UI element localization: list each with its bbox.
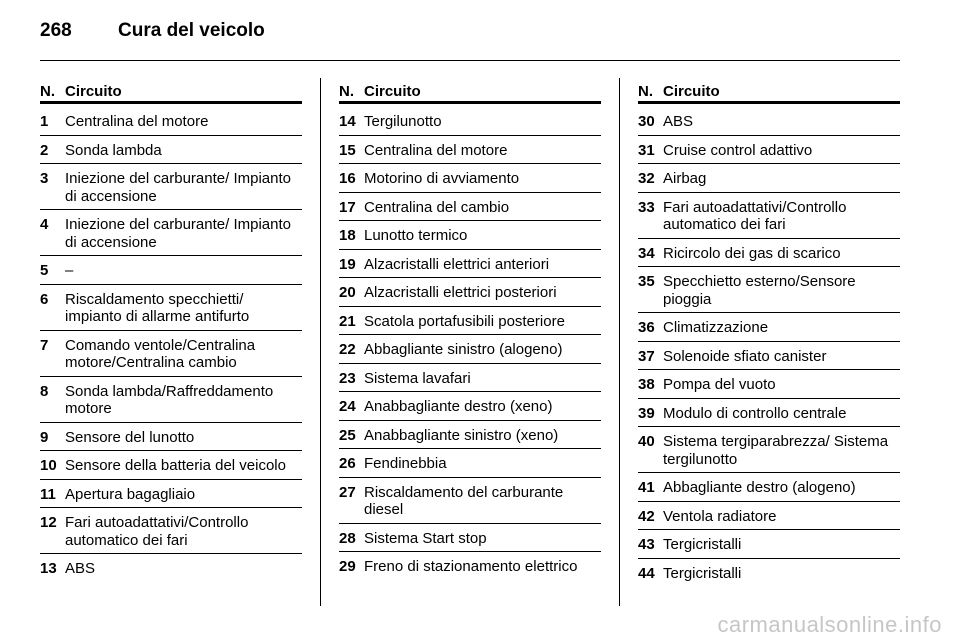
fuse-row (40, 383, 302, 423)
circuit-name: Fari autoadattativi/Controllo automatico dei fari (65, 514, 249, 549)
fuse-number: 43 (638, 536, 655, 553)
circuit-name: Pompa del vuoto (663, 376, 776, 393)
circuit-name: Scatola portafusibili posteriore (364, 312, 565, 330)
page-number: 268 (40, 20, 72, 41)
fuse-number: 6 (40, 290, 49, 308)
fuse-column-1 (40, 78, 302, 588)
circuit-name: Alzacristalli elettrici posteriori (364, 284, 557, 301)
fuse-row (339, 484, 601, 524)
circuit-name: Centralina del motore (65, 113, 209, 130)
column-header-number: N. (339, 83, 354, 100)
fuse-number: 8 (40, 382, 49, 400)
fuse-number: 32 (638, 170, 655, 187)
fuse-row (638, 376, 900, 399)
circuit-name: Sonda lambda/Raffreddamento motore (65, 382, 274, 417)
circuit-name: ABS (663, 113, 694, 130)
column-header (339, 78, 601, 104)
fuse-row (339, 313, 601, 336)
circuit-name: Cruise control adattivo (663, 141, 813, 159)
column-header-number: N. (40, 83, 55, 100)
circuit-name: Fari autoadattativi/Controllo automatico dei fari (663, 198, 847, 233)
watermark: carmanualsonline.info (717, 612, 942, 637)
fuse-row (339, 530, 601, 553)
fuse-number: 2 (40, 141, 49, 159)
circuit-name: Sistema Start stop (364, 529, 487, 547)
fuse-row (40, 291, 302, 331)
fuse-number: 30 (638, 113, 655, 130)
fuse-number: 4 (40, 216, 49, 233)
circuit-name: Comando ventole/Centralina motore/Centralina cambio (65, 336, 256, 371)
circuit-name: Centralina del motore (364, 141, 508, 159)
fuse-row (638, 273, 900, 313)
circuit-name: Sistema tergiparabrezza/ Sistema tergilunotto (663, 433, 889, 468)
fuse-number: 20 (339, 284, 356, 301)
fuse-row (339, 341, 601, 364)
circuit-name: Freno di stazionamento elettrico (364, 558, 578, 575)
circuit-name: Climatizzazione (663, 319, 769, 336)
header-divider (40, 60, 900, 61)
fuse-row (638, 142, 900, 165)
column-header-circuit: Circuito (65, 83, 122, 100)
circuit-name: Ricircolo dei gas di scarico (663, 244, 841, 262)
fuse-list (40, 113, 302, 582)
column-header-circuit: Circuito (364, 83, 421, 100)
fuse-number: 24 (339, 398, 356, 415)
fuse-number: 18 (339, 227, 356, 244)
fuse-row (339, 427, 601, 450)
fuse-number: 5 (40, 262, 49, 279)
fuse-number: 14 (339, 113, 356, 130)
fuse-row (638, 405, 900, 428)
circuit-name: Sistema lavafari (364, 369, 471, 387)
fuse-row (40, 170, 302, 210)
fuse-column-2 (339, 78, 601, 586)
circuit-name: Tergilunotto (364, 113, 442, 130)
fuse-number: 12 (40, 514, 57, 531)
fuse-row (339, 113, 601, 136)
page-title: Cura del veicolo (118, 20, 265, 41)
fuse-row (339, 227, 601, 250)
circuit-name: Abbagliante sinistro (alogeno) (364, 341, 563, 358)
column-header-circuit: Circuito (663, 83, 720, 100)
circuit-name: Modulo di controllo centrale (663, 404, 847, 422)
fuse-number: 13 (40, 560, 57, 577)
circuit-name: Riscaldamento del carburante diesel (364, 483, 564, 518)
circuit-name: Sonda lambda (65, 141, 162, 159)
circuit-name: Abbagliante destro (alogeno) (663, 479, 856, 496)
circuit-name: Apertura bagagliaio (65, 485, 196, 503)
circuit-name: Centralina del cambio (364, 198, 510, 216)
fuse-row (339, 256, 601, 279)
fuse-row (638, 199, 900, 239)
circuit-name: Riscaldamento specchietti/ impianto di allarme antifurto (65, 290, 250, 325)
fuse-row (638, 245, 900, 268)
fuse-number: 10 (40, 457, 57, 474)
fuse-number: 26 (339, 455, 356, 472)
fuse-row (40, 337, 302, 377)
column-header (40, 78, 302, 104)
circuit-name: Iniezione del carburante/ Impianto di accensione (65, 170, 291, 205)
fuse-row (339, 398, 601, 421)
circuit-name: ABS (65, 560, 96, 577)
fuse-row (638, 433, 900, 473)
fuse-row (40, 486, 302, 509)
circuit-name: Alzacristalli elettrici anteriori (364, 255, 550, 273)
circuit-name: Airbag (663, 170, 707, 187)
circuit-name: Solenoide sfiato canister (663, 347, 827, 365)
fuse-number: 15 (339, 141, 356, 159)
fuse-number: 34 (638, 244, 655, 262)
fuse-list (339, 113, 601, 580)
fuse-number: 38 (638, 376, 655, 393)
fuse-row (638, 536, 900, 559)
fuse-number: 33 (638, 198, 655, 216)
fuse-number: 41 (638, 479, 655, 496)
fuse-row (339, 558, 601, 580)
fuse-row (40, 429, 302, 452)
column-header (638, 78, 900, 104)
fuse-number: 21 (339, 312, 356, 330)
fuse-row (40, 514, 302, 554)
fuse-row (339, 170, 601, 193)
fuse-row (339, 142, 601, 165)
fuse-row (638, 113, 900, 136)
fuse-row (638, 565, 900, 587)
fuse-row (638, 508, 900, 531)
fuse-number: 11 (40, 485, 56, 503)
fuse-number: 28 (339, 529, 356, 547)
column-divider (320, 78, 321, 606)
fuse-number: 39 (638, 404, 655, 422)
column-header-number: N. (638, 83, 653, 100)
page-header (40, 20, 265, 48)
circuit-name: Anabbagliante sinistro (xeno) (364, 426, 559, 444)
circuit-name: Motorino di avviamento (364, 170, 520, 187)
circuit-name: Lunotto termico (364, 227, 468, 244)
circuit-name: Sensore della batteria del veicolo (65, 457, 286, 474)
circuit-name: Sensore del lunotto (65, 428, 195, 446)
circuit-name: Ventola radiatore (663, 507, 777, 525)
fuse-row (638, 348, 900, 371)
fuse-number: 36 (638, 319, 655, 336)
fuse-number: 17 (339, 198, 356, 216)
circuit-name: Specchietto esterno/Sensore pioggia (663, 273, 856, 308)
fuse-row (40, 216, 302, 256)
fuse-row (40, 113, 302, 136)
fuse-row (40, 262, 302, 285)
fuse-number: 23 (339, 369, 356, 387)
circuit-name: – (65, 262, 74, 279)
fuse-number: 27 (339, 483, 356, 501)
column-divider (619, 78, 620, 606)
fuse-row (339, 370, 601, 393)
circuit-name: Tergicristalli (663, 536, 742, 553)
fuse-number: 44 (638, 564, 655, 582)
circuit-name: Fendinebbia (364, 455, 447, 472)
fuse-number: 37 (638, 347, 655, 365)
circuit-name: Iniezione del carburante/ Impianto di accensione (65, 216, 291, 251)
circuit-name: Tergicristalli (663, 564, 742, 582)
fuse-row (40, 142, 302, 165)
fuse-column-3 (638, 78, 900, 592)
circuit-name: Anabbagliante destro (xeno) (364, 398, 553, 415)
fuse-number: 19 (339, 255, 356, 273)
fuse-number: 40 (638, 433, 655, 450)
fuse-row (638, 170, 900, 193)
fuse-list (638, 113, 900, 586)
fuse-number: 3 (40, 170, 49, 187)
fuse-row (339, 284, 601, 307)
fuse-number: 7 (40, 336, 49, 354)
fuse-number: 25 (339, 426, 356, 444)
fuse-number: 29 (339, 558, 356, 575)
fuse-number: 1 (40, 113, 49, 130)
fuse-row (339, 199, 601, 222)
fuse-number: 35 (638, 273, 655, 290)
fuse-number: 42 (638, 507, 655, 525)
fuse-row (339, 455, 601, 478)
fuse-number: 9 (40, 428, 49, 446)
fuse-row (40, 560, 302, 582)
fuse-number: 16 (339, 170, 356, 187)
fuse-row (638, 319, 900, 342)
fuse-number: 22 (339, 341, 356, 358)
fuse-row (40, 457, 302, 480)
fuse-row (638, 479, 900, 502)
fuse-number: 31 (638, 141, 655, 159)
